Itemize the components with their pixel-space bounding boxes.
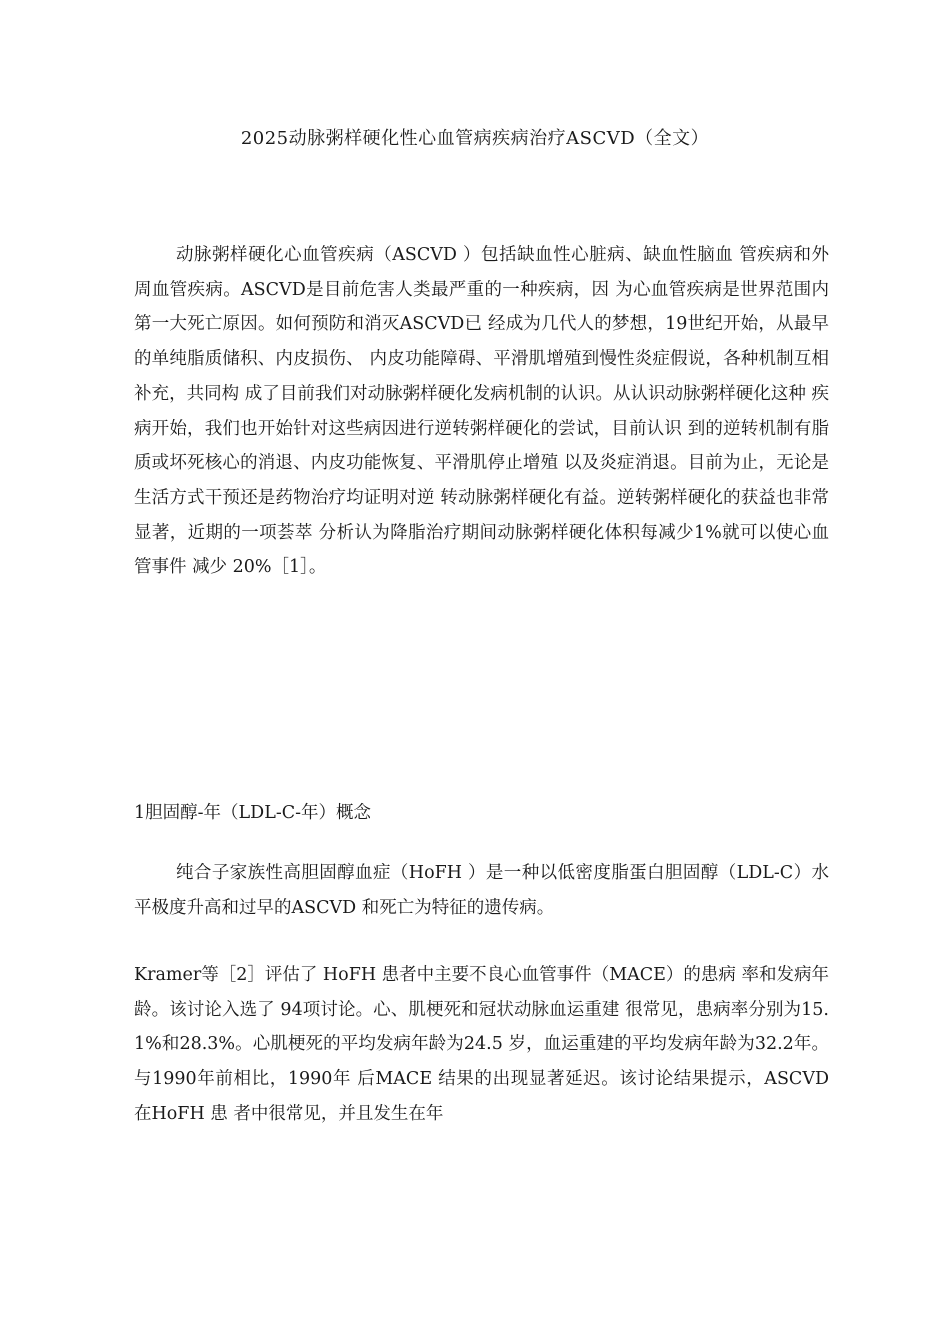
hofh-paragraph: 纯合子家族性高胆固醇血症（HoFH ）是一种以低密度脂蛋白胆固醇（LDL-C）水平极度升高和过早的ASCVD 和死亡为特征的遗传病。 <box>134 863 829 918</box>
document-title: 2025动脉粥样硬化性心血管病疾病治疗ASCVD（全文） <box>240 128 710 149</box>
intro-paragraph: 动脉粥样硬化心血管疾病（ASCVD ）包括缺血性心脏病、缺血性脑血 管疾病和外周血管疾病。ASCVD是目前危害人类最严重的一种疾病，因 为心血管疾病是世界范围内第一大死亡原因。如何预防和消灭ASCVD已 经成为几代人的梦想，19世纪开始，从最早的单纯脂质储积、内皮损伤、 内皮功能障碍、平滑肌增殖到慢性炎症假说，各种机制互相补充，共同构 成了目前我们对动脉粥样硬化发病机制的认识。从认识动脉粥样硬化这种 疾病开始，我们也开始针对这些病因进行逆转粥样硬化的尝试，目前认识 到的逆转机制有脂质或坏死核心的消退、内皮功能恢复、平滑肌停止增殖 以及炎症消退。目前为止，无论是生活方式干预还是药物治疗均证明对逆 转动脉粥样硬化有益。逆转粥样硬化的获益也非常显著，近期的一项荟萃 分析认为降脂治疗期间动脉粥样硬化体积每减少1%就可以使心血管事件 减少 20%［1］。 <box>134 245 829 578</box>
kramer-paragraph: Kramer等［2］评估了 HoFH 患者中主要不良心血管事件（MACE）的患病 率和发病年龄。该讨论入选了 94项讨论。心、肌梗死和冠状动脉血运重建 很常见，患病率分别为15.1%和28.3%。心肌梗死的平均发病年龄为24.5 岁，血运重建的平均发病年龄为32.2年。与1990年前相比，1990年 后MACE 结果的出现显著延迟。该讨论结果提示，ASCVD 在HoFH 患 者中很常见，并且发生在年 <box>134 965 829 1124</box>
section-heading: 1胆固醇-年（LDL-C-年）概念 <box>134 803 372 823</box>
